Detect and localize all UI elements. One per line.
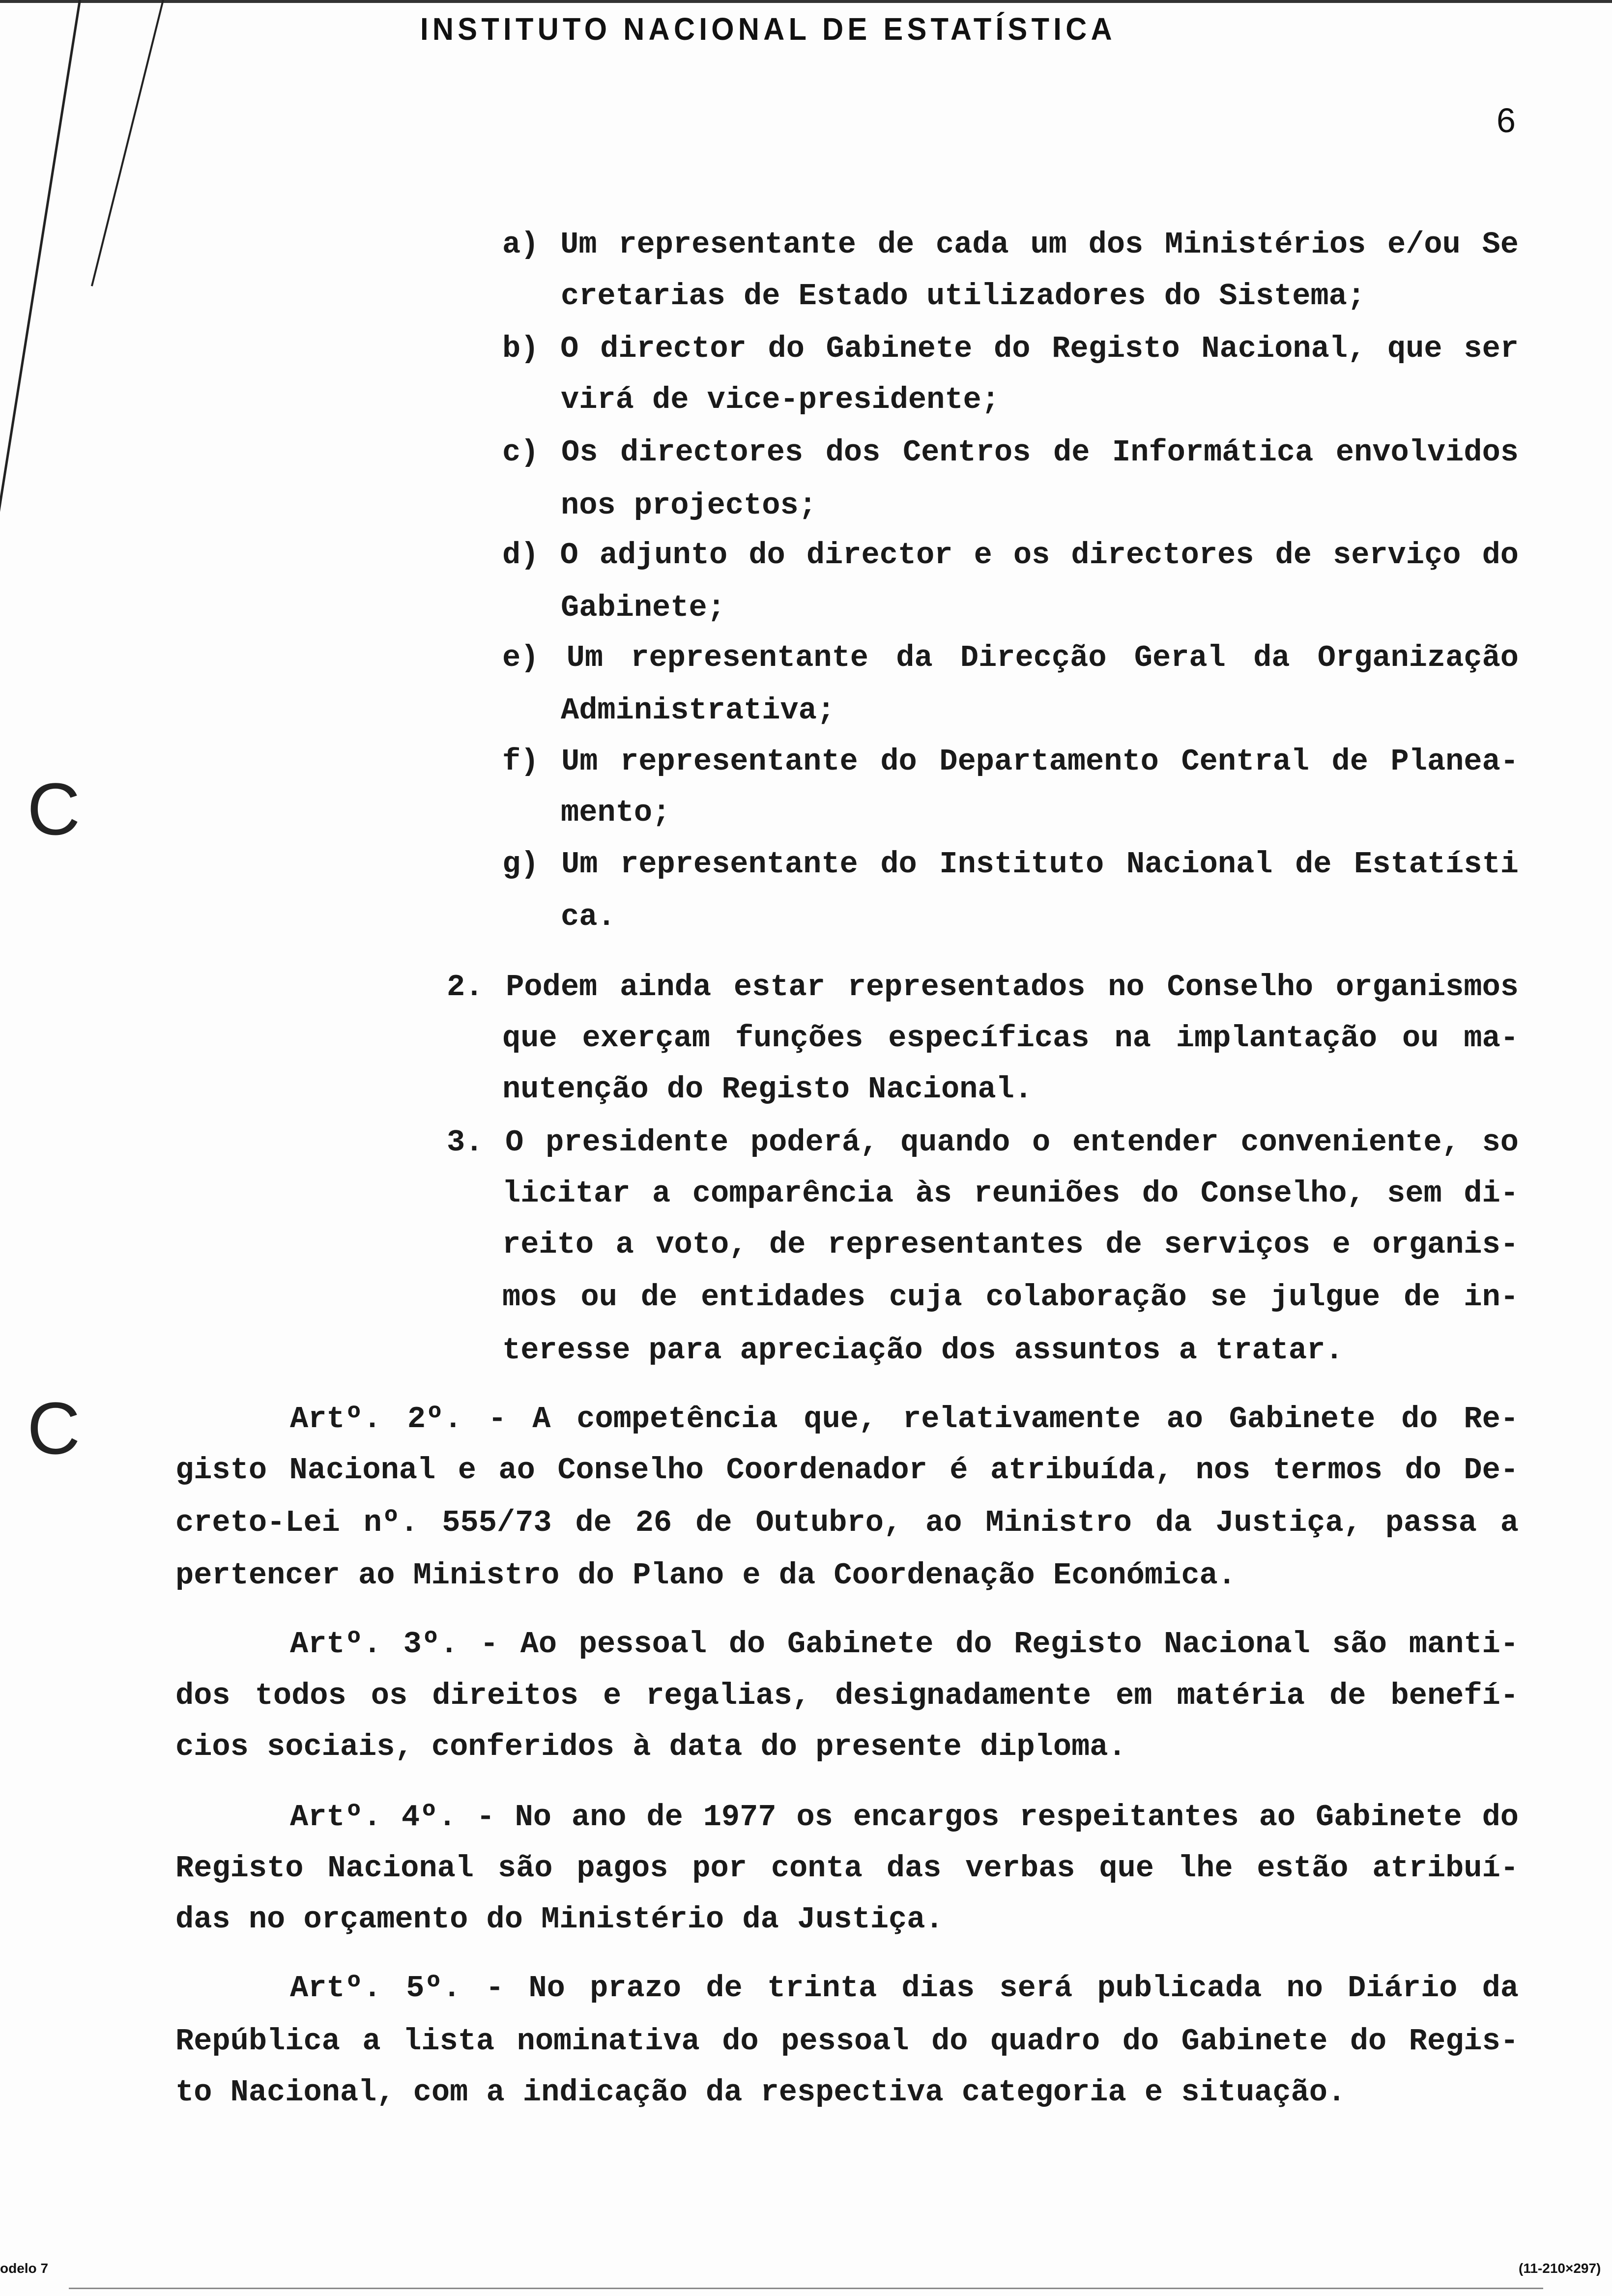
clause-2-line: que exerçam funções específicas na implantação ou ma- — [502, 1021, 1519, 1056]
article-5: Artº. 5º. - No prazo de trinta dias será publicada no Diário da — [290, 1971, 1519, 2006]
article-5-line: to Nacional, com a indicação da respectiva categoria e situação. — [175, 2075, 1346, 2110]
page-number: 6 — [1497, 101, 1516, 140]
article-4-line: das no orçamento do Ministério da Justiça. — [175, 1902, 944, 1937]
article-3: Artº. 3º. - Ao pessoal do Gabinete do Registo Nacional são manti- — [290, 1627, 1519, 1662]
list-item-f-cont: mento; — [561, 795, 671, 830]
list-item-b: b) O director do Gabinete do Registo Nacional, que ser — [502, 331, 1519, 366]
article-2-line: creto-Lei nº. 555/73 de 26 de Outubro, ao Ministro da Justiça, passa a — [175, 1505, 1519, 1540]
clause-3-line: mos ou de entidades cuja colaboração se julgue de in- — [502, 1280, 1519, 1315]
article-2-line: gisto Nacional e ao Conselho Coordenador é atribuída, nos termos do De- — [175, 1453, 1519, 1488]
list-item-g-cont: ca. — [561, 899, 616, 934]
article-3-line: dos todos os direitos e regalias, designadamente em matéria de benefí- — [175, 1678, 1519, 1713]
list-item-g: g) Um representante do Instituto Nacional de Estatísti — [502, 847, 1519, 882]
list-item-c: c) Os directores dos Centros de Informática envolvidos — [502, 435, 1519, 470]
clause-2-line: nutenção do Registo Nacional. — [502, 1072, 1033, 1107]
clause-3-line: reito a voto, de representantes de serviços e organis- — [502, 1227, 1519, 1262]
list-item-d: d) O adjunto do director e os directores de serviço do — [502, 538, 1519, 573]
clause-3-line: licitar a comparência às reuniões do Conselho, sem di- — [502, 1176, 1519, 1211]
list-item-e-cont: Administrativa; — [561, 693, 835, 728]
list-item-a-cont: cretarias de Estado utilizadores do Sistema; — [561, 279, 1366, 314]
punch-hole-mark: C — [27, 1387, 81, 1469]
letterhead-title: INSTITUTO NACIONAL DE ESTATÍSTICA — [420, 11, 1116, 47]
scan-edge-mark — [0, 0, 81, 631]
clause-3-line: teresse para apreciação dos assuntos a tratar. — [502, 1333, 1344, 1368]
form-model-label: odelo 7 — [0, 2261, 49, 2276]
top-edge-line — [0, 0, 1612, 3]
list-item-e: e) Um representante da Direcção Geral da Organização — [502, 640, 1519, 675]
article-5-line: República a lista nominativa do pessoal do quadro do Gabinete do Regis- — [175, 2024, 1519, 2059]
punch-hole-mark: C — [27, 768, 81, 850]
article-3-line: cios sociais, conferidos à data do presente diploma. — [175, 1729, 1126, 1764]
list-item-a: a) Um representante de cada um dos Ministérios e/ou Se — [502, 227, 1519, 262]
list-item-c-cont: nos projectos; — [561, 488, 817, 523]
paper-size-label: (11-210×297) — [1519, 2261, 1601, 2276]
article-2-line: pertencer ao Ministro do Plano e da Coordenação Económica. — [175, 1558, 1236, 1593]
article-2: Artº. 2º. - A competência que, relativamente ao Gabinete do Re- — [290, 1402, 1519, 1436]
bottom-rule — [69, 2288, 1543, 2289]
clause-2: 2. Podem ainda estar representados no Conselho organismos — [447, 970, 1519, 1004]
scan-edge-mark — [91, 0, 164, 287]
article-4: Artº. 4º. - No ano de 1977 os encargos respeitantes ao Gabinete do — [290, 1800, 1519, 1835]
list-item-d-cont: Gabinete; — [561, 590, 725, 625]
clause-3: 3. O presidente poderá, quando o entender conveniente, so — [447, 1125, 1519, 1160]
article-4-line: Registo Nacional são pagos por conta das verbas que lhe estão atribuí- — [175, 1851, 1519, 1886]
list-item-b-cont: virá de vice-presidente; — [561, 382, 1000, 417]
list-item-f: f) Um representante do Departamento Central de Planea- — [502, 744, 1519, 779]
